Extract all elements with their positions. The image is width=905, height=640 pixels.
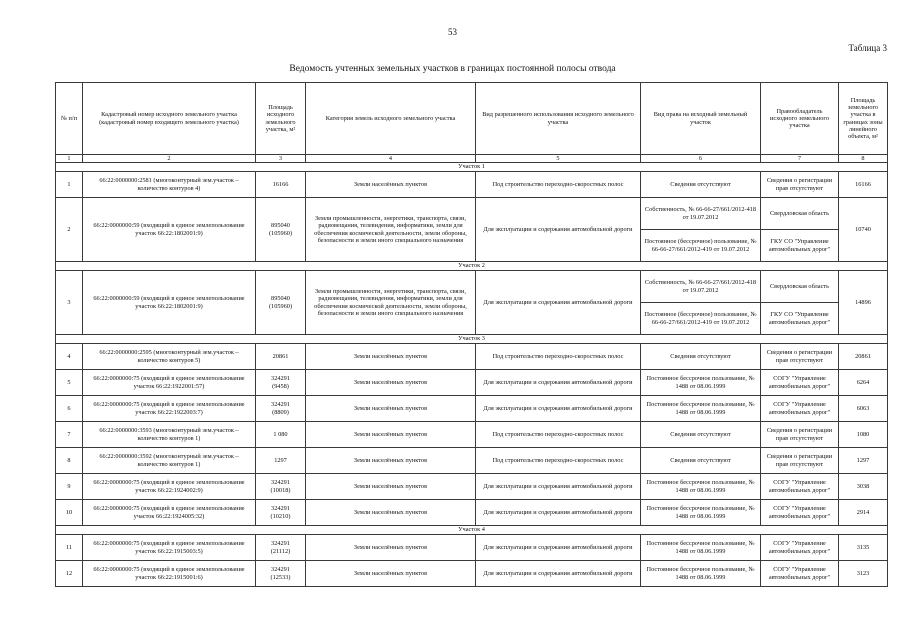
cell-land-category: Земли населённых пунктов	[306, 396, 476, 422]
cell-right-type: Постоянное бессрочное пользование, № 1488 от 08.06.1999	[641, 535, 761, 561]
cell-zone-area: 10740	[839, 198, 888, 262]
table-row	[56, 422, 888, 448]
table-row	[56, 198, 888, 230]
cell-row-number: 4	[56, 344, 83, 370]
table-row	[56, 561, 888, 587]
cell-right-type: Постоянное бессрочное пользование, № 1488 от 08.06.1999	[641, 396, 761, 422]
cell-permitted-use: Для эксплуатации и содержания автомобильной дороги	[476, 198, 641, 262]
source-area-value: 324291	[271, 566, 290, 574]
cell-right-holder: СОГУ "Управление автомобильных дорог"	[761, 535, 839, 561]
table-row	[56, 500, 888, 526]
table-row	[56, 535, 888, 561]
cell-cadastral-number: 66:22:0000000:75 (входящий в единое землепользование участок 66:22:1922001:57)	[83, 370, 256, 396]
cell-land-category: Земли населённых пунктов	[306, 535, 476, 561]
cell-zone-area: 20861	[839, 344, 888, 370]
cell-zone-area: 1080	[839, 422, 888, 448]
cell-zone-area: 3135	[839, 535, 888, 561]
cell-source-area	[256, 370, 306, 396]
cell-cadastral-number: 66:22:0000000:2595 (многоконтурный зем.участок – количество контуров 5)	[83, 344, 256, 370]
cell-zone-area: 16166	[839, 172, 888, 198]
cell-right-holder: Сведения о регистрации прав отсутствуют	[761, 344, 839, 370]
source-area-part: (8809)	[272, 408, 289, 416]
cell-row-number: 1	[56, 172, 83, 198]
source-area-value: 324291	[271, 505, 290, 513]
cell-row-number: 5	[56, 370, 83, 396]
cell-source-area	[256, 561, 306, 587]
column-number: 7	[761, 155, 839, 163]
cell-right-type: Постоянное бессрочное пользование, № 1488 от 08.06.1999	[641, 500, 761, 526]
cell-right-holder: СОГУ "Управление автомобильных дорог"	[761, 474, 839, 500]
cell-zone-area: 14896	[839, 271, 888, 335]
cell-permitted-use: Для эксплуатации и содержания автомобильной дороги	[476, 561, 641, 587]
source-area-value: 20861	[272, 352, 289, 360]
cell-right-type: Постоянное (бессрочное) пользование, № 66-66-27/661/2012-419 от 19.07.2012	[641, 230, 761, 262]
cell-cadastral-number: 66:22:0000000:3592 (многоконтурный зем.участок – количество контуров 1)	[83, 448, 256, 474]
cell-land-category: Земли промышленности, энергетики, транспорта, связи, радиовещания, телевидения, информатики, земли для обеспечения космической деятельности, земли обороны, безопасности и земли иного специального назначения	[306, 271, 476, 335]
cell-land-category: Земли населённых пунктов	[306, 172, 476, 198]
cell-row-number: 8	[56, 448, 83, 474]
table-row	[56, 172, 888, 198]
page-number: 53	[448, 27, 457, 37]
column-number: 8	[839, 155, 888, 163]
source-area-value: 895040	[271, 222, 290, 230]
cell-row-number: 10	[56, 500, 83, 526]
cell-row-number: 2	[56, 198, 83, 262]
table-body	[56, 163, 888, 587]
section-label: Участок 4	[56, 526, 888, 535]
cell-permitted-use: Для эксплуатации и содержания автомобильной дороги	[476, 474, 641, 500]
cell-right-holder: СОГУ "Управление автомобильных дорог"	[761, 500, 839, 526]
document-title: Ведомость учтенных земельных участков в границах постоянной полосы отвода	[289, 64, 616, 74]
cell-row-number: 7	[56, 422, 83, 448]
cell-land-category: Земли промышленности, энергетики, транспорта, связи, радиовещания, телевидения, информатики, земли для обеспечения космической деятельности, земли обороны, безопасности и земли иного специального назначения	[306, 198, 476, 262]
header-zone-area: Площадь земельного участка в границах зоны линейного объекта, м²	[839, 83, 888, 155]
cell-right-holder: СОГУ "Управление автомобильных дорог"	[761, 561, 839, 587]
section-row	[56, 335, 888, 344]
cell-row-number: 11	[56, 535, 83, 561]
column-number: 3	[256, 155, 306, 163]
cell-source-area	[256, 422, 306, 448]
cell-source-area	[256, 448, 306, 474]
cell-right-type: Сведения отсутствуют	[641, 448, 761, 474]
header-cadastral-number: Кадастровый номер исходного земельного участка (кадастровый номер входящего земельного участка)	[83, 83, 256, 155]
section-label: Участок 1	[56, 163, 888, 172]
cell-zone-area: 3123	[839, 561, 888, 587]
cell-permitted-use: Под строительство переходно-скоростных полос	[476, 422, 641, 448]
cell-permitted-use: Под строительство переходно-скоростных полос	[476, 448, 641, 474]
cell-right-holder: Свердловская область	[761, 198, 839, 230]
cell-right-type: Сведения отсутствуют	[641, 422, 761, 448]
cell-land-category: Земли населённых пунктов	[306, 474, 476, 500]
cell-source-area	[256, 535, 306, 561]
cell-source-area	[256, 271, 306, 335]
source-area-part: (10210)	[270, 512, 291, 520]
cell-source-area	[256, 474, 306, 500]
header-right-type: Вид права на исходный земельный участок	[641, 83, 761, 155]
cell-right-holder: Сведения о регистрации прав отсутствуют	[761, 448, 839, 474]
cell-right-holder: Сведения о регистрации прав отсутствуют	[761, 422, 839, 448]
header-source-area: Площадь исходного земельного участка, м²	[256, 83, 306, 155]
cell-land-category: Земли населённых пунктов	[306, 500, 476, 526]
cell-zone-area: 1297	[839, 448, 888, 474]
cell-permitted-use: Под строительство переходно-скоростных полос	[476, 172, 641, 198]
cell-right-holder: ГКУ СО "Управление автомобильных дорог"	[761, 303, 839, 335]
source-area-value: 895040	[271, 295, 290, 303]
cell-row-number: 9	[56, 474, 83, 500]
source-area-part: (10018)	[270, 486, 291, 494]
source-area-value: 324291	[271, 375, 290, 383]
cell-land-category: Земли населённых пунктов	[306, 561, 476, 587]
table-row	[56, 396, 888, 422]
source-area-part: (9458)	[272, 382, 289, 390]
cell-cadastral-number: 66:22:0000000:75 (входящий в единое землепользование участок 66:22:1924005:32)	[83, 500, 256, 526]
header-row-number: № п/п	[56, 83, 83, 155]
section-row	[56, 526, 888, 535]
cell-cadastral-number: 66:22:0000000:75 (входящий в единое землепользование участок 66:22:1924002:9)	[83, 474, 256, 500]
cell-source-area	[256, 198, 306, 262]
cell-cadastral-number: 66:22:0000000:59 (входящий в единое землепользование участок 66:22:1802001:9)	[83, 271, 256, 335]
cell-row-number: 3	[56, 271, 83, 335]
cell-right-holder: СОГУ "Управление автомобильных дорог"	[761, 370, 839, 396]
section-row	[56, 262, 888, 271]
cell-zone-area: 3038	[839, 474, 888, 500]
source-area-part: (21112)	[270, 547, 291, 555]
column-number: 4	[306, 155, 476, 163]
cell-right-type: Собственность, № 66-66-27/661/2012-418 от 19.07.2012	[641, 198, 761, 230]
header-permitted-use: Вид разрешенного использования исходного земельного участка	[476, 83, 641, 155]
cell-cadastral-number: 66:22:0000000:75 (входящий в единое землепользование участок 66:22:1915003:5)	[83, 535, 256, 561]
header-land-category: Категория земель исходного земельного участка	[306, 83, 476, 155]
cell-cadastral-number: 66:22:0000000:3593 (многоконтурный зем.участок – количество контуров 1)	[83, 422, 256, 448]
table-label: Таблица 3	[848, 43, 887, 53]
cell-row-number: 6	[56, 396, 83, 422]
source-area-value: 1 080	[273, 430, 288, 438]
column-number: 5	[476, 155, 641, 163]
table-row	[56, 344, 888, 370]
cell-land-category: Земли населённых пунктов	[306, 422, 476, 448]
source-area-value: 16166	[272, 180, 289, 188]
cell-row-number: 12	[56, 561, 83, 587]
source-area-value: 1297	[274, 456, 287, 464]
cell-permitted-use: Для эксплуатации и содержания автомобильной дороги	[476, 500, 641, 526]
cell-permitted-use: Для эксплуатации и содержания автомобильной дороги	[476, 396, 641, 422]
cell-right-type: Собственность, № 66-66-27/661/2012-418 от 19.07.2012	[641, 271, 761, 303]
cell-right-holder: ГКУ СО "Управление автомобильных дорог"	[761, 230, 839, 262]
cell-zone-area: 6264	[839, 370, 888, 396]
column-number: 2	[83, 155, 256, 163]
header-right-holder: Правообладатель исходного земельного участка	[761, 83, 839, 155]
cell-right-holder: Свердловская область	[761, 271, 839, 303]
cell-right-holder: Сведения о регистрации прав отсутствуют	[761, 172, 839, 198]
cell-right-type: Постоянное бессрочное пользование, № 1488 от 08.06.1999	[641, 474, 761, 500]
source-area-value: 324291	[271, 479, 290, 487]
column-number: 1	[56, 155, 83, 163]
cell-land-category: Земли населённых пунктов	[306, 370, 476, 396]
table-row	[56, 448, 888, 474]
cell-permitted-use: Под строительство переходно-скоростных полос	[476, 344, 641, 370]
cell-cadastral-number: 66:22:0000000:75 (входящий в единое землепользование участок 66:22:1922003:7)	[83, 396, 256, 422]
table-row	[56, 474, 888, 500]
section-label: Участок 3	[56, 335, 888, 344]
cell-source-area	[256, 344, 306, 370]
cell-right-type: Сведения отсутствуют	[641, 172, 761, 198]
land-plots-table	[55, 82, 888, 587]
column-number-row	[56, 155, 888, 163]
cell-cadastral-number: 66:22:0000000:75 (входящий в единое землепользование участок 66:22:1915001:6)	[83, 561, 256, 587]
section-label: Участок 2	[56, 262, 888, 271]
column-number: 6	[641, 155, 761, 163]
cell-cadastral-number: 66:22:0000000:59 (входящий в единое землепользование участок 66:22:1802001:9)	[83, 198, 256, 262]
cell-right-holder: СОГУ "Управление автомобильных дорог"	[761, 396, 839, 422]
table-row	[56, 271, 888, 303]
source-area-part: (105960)	[268, 229, 293, 237]
cell-cadastral-number: 66:22:0000000:2581 (многоконтурный зем.участок – количество контуров 4)	[83, 172, 256, 198]
source-area-value: 324291	[271, 401, 290, 409]
cell-source-area	[256, 172, 306, 198]
cell-land-category: Земли населённых пунктов	[306, 448, 476, 474]
cell-right-type: Постоянное бессрочное пользование, № 1488 от 08.06.1999	[641, 561, 761, 587]
table-row	[56, 370, 888, 396]
cell-zone-area: 2914	[839, 500, 888, 526]
table-header-row	[56, 83, 888, 155]
cell-right-type: Сведения отсутствуют	[641, 344, 761, 370]
cell-permitted-use: Для эксплуатации и содержания автомобильной дороги	[476, 535, 641, 561]
source-area-part: (105960)	[268, 302, 293, 310]
cell-source-area	[256, 500, 306, 526]
source-area-value: 324291	[271, 540, 290, 548]
cell-source-area	[256, 396, 306, 422]
cell-right-type: Постоянное бессрочное пользование, № 1488 от 08.06.1999	[641, 370, 761, 396]
cell-right-type: Постоянное (бессрочное) пользование, № 66-66-27/661/2012-419 от 19.07.2012	[641, 303, 761, 335]
cell-land-category: Земли населённых пунктов	[306, 344, 476, 370]
cell-permitted-use: Для эксплуатации и содержания автомобильной дороги	[476, 271, 641, 335]
cell-zone-area: 6063	[839, 396, 888, 422]
cell-permitted-use: Для эксплуатации и содержания автомобильной дороги	[476, 370, 641, 396]
section-row	[56, 163, 888, 172]
source-area-part: (12533)	[270, 573, 291, 581]
